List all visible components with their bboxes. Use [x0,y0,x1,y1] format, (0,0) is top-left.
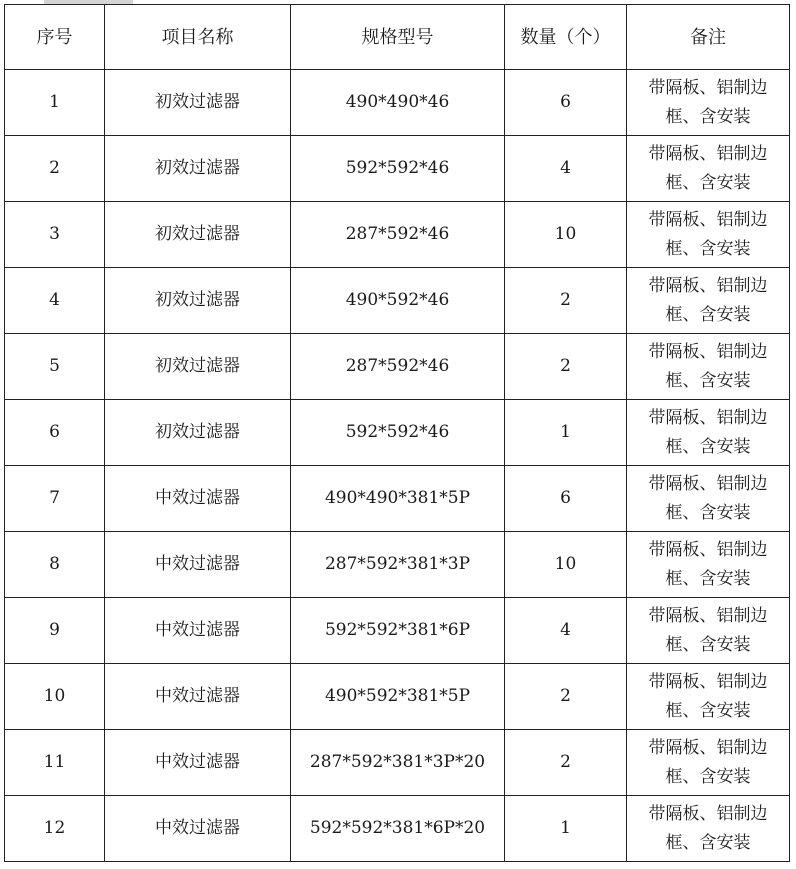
note-line-1: 带隔板、铝制边 [648,539,768,560]
cell-index: 9 [5,598,105,664]
cell-qty: 4 [505,136,627,202]
note-line-2: 框、含安装 [665,568,751,589]
cell-index: 3 [5,202,105,268]
cell-name: 中效过滤器 [105,466,291,532]
cell-spec: 287*592*381*3P*20 [291,730,505,796]
note-line-1: 带隔板、铝制边 [648,143,768,164]
table-row [5,532,790,598]
cell-spec: 287*592*46 [291,202,505,268]
header-qty: 数量（个） [505,5,627,70]
note-line-2: 框、含安装 [665,304,751,325]
note-line-2: 框、含安装 [665,700,751,721]
note-line-1: 带隔板、铝制边 [648,407,768,428]
cell-index: 1 [5,70,105,136]
cell-note [627,268,790,334]
cell-index: 6 [5,400,105,466]
cell-note [627,466,790,532]
cell-note [627,136,790,202]
note-line-1: 带隔板、铝制边 [648,275,768,296]
cell-index: 10 [5,664,105,730]
note-line-2: 框、含安装 [665,172,751,193]
cell-name: 中效过滤器 [105,730,291,796]
cell-qty: 10 [505,532,627,598]
cell-qty: 2 [505,334,627,400]
cell-spec: 592*592*381*6P*20 [291,796,505,862]
table-row [5,334,790,400]
table-row [5,466,790,532]
cell-qty: 10 [505,202,627,268]
cell-spec: 490*592*381*5P [291,664,505,730]
cell-name: 中效过滤器 [105,664,291,730]
cell-spec: 592*592*46 [291,400,505,466]
header-spec: 规格型号 [291,5,505,70]
cell-qty: 2 [505,268,627,334]
cell-index: 5 [5,334,105,400]
cell-spec: 490*592*46 [291,268,505,334]
cell-spec: 592*592*381*6P [291,598,505,664]
cell-qty: 2 [505,730,627,796]
filter-spec-table [4,4,790,862]
cell-name: 中效过滤器 [105,598,291,664]
cell-qty: 2 [505,664,627,730]
table-row [5,268,790,334]
cell-name: 初效过滤器 [105,400,291,466]
cell-index: 7 [5,466,105,532]
note-line-2: 框、含安装 [665,106,751,127]
note-line-1: 带隔板、铝制边 [648,341,768,362]
cell-spec: 287*592*381*3P [291,532,505,598]
table-row [5,796,790,862]
note-line-1: 带隔板、铝制边 [648,605,768,626]
note-line-2: 框、含安装 [665,436,751,457]
cell-qty: 1 [505,400,627,466]
cell-qty: 6 [505,466,627,532]
table-body [5,70,790,862]
table-row [5,598,790,664]
cell-note [627,598,790,664]
cell-spec: 490*490*46 [291,70,505,136]
note-line-1: 带隔板、铝制边 [648,737,768,758]
cell-name: 初效过滤器 [105,334,291,400]
cell-note [627,664,790,730]
cell-qty: 1 [505,796,627,862]
note-line-2: 框、含安装 [665,238,751,259]
cell-name: 中效过滤器 [105,796,291,862]
cell-spec: 490*490*381*5P [291,466,505,532]
table-row [5,202,790,268]
cell-qty: 4 [505,598,627,664]
cell-note [627,202,790,268]
note-line-1: 带隔板、铝制边 [648,671,768,692]
table-header-row [5,5,790,70]
table-row [5,400,790,466]
table-row [5,730,790,796]
cell-qty: 6 [505,70,627,136]
cell-note [627,796,790,862]
header-index: 序号 [5,5,105,70]
cell-name: 中效过滤器 [105,532,291,598]
cell-spec: 287*592*46 [291,334,505,400]
cell-name: 初效过滤器 [105,136,291,202]
cell-index: 8 [5,532,105,598]
table-row [5,664,790,730]
header-note: 备注 [627,5,790,70]
cell-name: 初效过滤器 [105,268,291,334]
cell-index: 11 [5,730,105,796]
cell-spec: 592*592*46 [291,136,505,202]
header-name: 项目名称 [105,5,291,70]
cell-note [627,400,790,466]
cell-index: 2 [5,136,105,202]
note-line-2: 框、含安装 [665,370,751,391]
cell-name: 初效过滤器 [105,70,291,136]
note-line-1: 带隔板、铝制边 [648,473,768,494]
cell-index: 4 [5,268,105,334]
note-line-1: 带隔板、铝制边 [648,803,768,824]
table-row [5,70,790,136]
cell-name: 初效过滤器 [105,202,291,268]
cell-note [627,70,790,136]
note-line-2: 框、含安装 [665,502,751,523]
table-row [5,136,790,202]
note-line-2: 框、含安装 [665,832,751,853]
cell-note [627,532,790,598]
note-line-1: 带隔板、铝制边 [648,209,768,230]
note-line-1: 带隔板、铝制边 [648,77,768,98]
cell-note [627,730,790,796]
cell-note [627,334,790,400]
note-line-2: 框、含安装 [665,766,751,787]
cell-index: 12 [5,796,105,862]
note-line-2: 框、含安装 [665,634,751,655]
